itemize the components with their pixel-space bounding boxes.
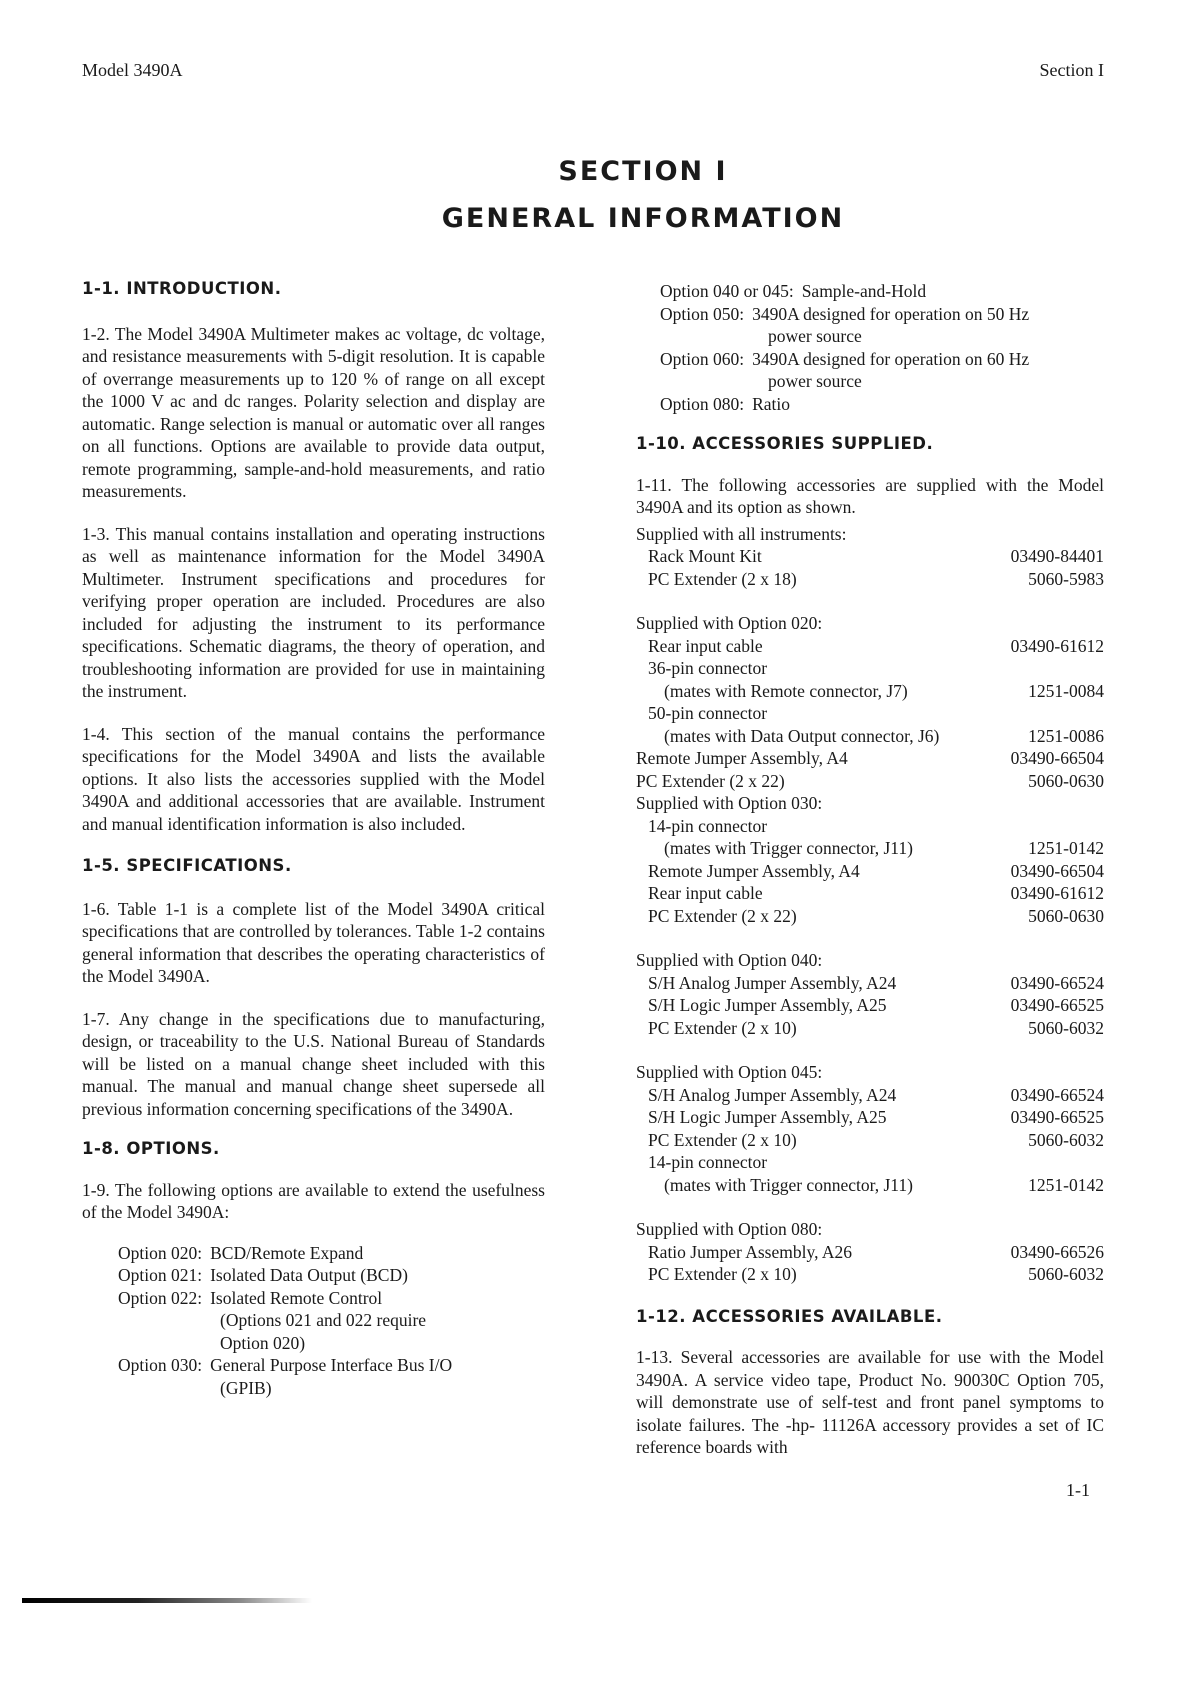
page-number: 1-1 (1066, 1480, 1090, 1500)
part-name: S/H Analog Jumper Assembly, A24 (648, 972, 897, 993)
part-number: 5060-6032 (1028, 1129, 1104, 1150)
paragraph-1-13: 1-13. Several accessories are available for use with the Model 3490A. A service video tape, Product No. 90030C Option 705, will demonstrate use of self-test and front panel symptoms to isolate failures. The -hp- 11126A accessory provides a set of IC reference boards with (636, 1347, 1104, 1457)
part-number: 5060-6032 (1028, 1017, 1104, 1038)
right-column (636, 280, 1104, 1459)
part-number: 5060-6032 (1028, 1264, 1104, 1284)
option-list-continued (636, 280, 1104, 415)
part-number: 1251-0142 (1028, 1174, 1104, 1195)
option-060-code: Option 060: (660, 348, 745, 369)
heading-options: 1-8. OPTIONS. (82, 1139, 220, 1158)
accessory-row (636, 882, 1104, 905)
option-050 (660, 303, 1104, 326)
accessory-row (636, 860, 1104, 883)
part-name: PC Extender (2 x 10) (648, 1129, 797, 1150)
accessory-row (636, 770, 1104, 793)
option-040-045 (660, 280, 1104, 303)
header-section: Section I (1039, 60, 1104, 80)
part-name: PC Extender (2 x 22) (648, 905, 797, 926)
group-title: Supplied with Option 020: (636, 613, 823, 633)
option-022-desc: Isolated Remote Control (210, 1287, 383, 1308)
part-name: 50-pin connector (648, 703, 768, 723)
section-subtitle: GENERAL INFORMATION (441, 203, 845, 234)
heading-accessories-supplied: 1-10. ACCESSORIES SUPPLIED. (636, 434, 934, 453)
accessory-row (636, 1129, 1104, 1152)
scan-artifact (22, 1598, 312, 1603)
accessory-row (636, 905, 1104, 928)
accessory-row (636, 815, 1104, 838)
left-column (82, 278, 545, 1399)
option-022-note-1: (Options 021 and 022 require (220, 1310, 427, 1330)
option-021-desc: Isolated Data Output (BCD) (210, 1265, 408, 1285)
part-number: 03490-66524 (1010, 1084, 1104, 1105)
option-080-desc: Ratio (752, 393, 791, 414)
option-020-code: Option 020: (118, 1242, 203, 1263)
accessory-group-020 (636, 612, 1104, 792)
part-name: Ratio Jumper Assembly, A26 (648, 1241, 853, 1262)
part-number: 03490-61612 (1010, 883, 1104, 903)
part-number: 03490-61612 (1010, 635, 1104, 656)
part-name: (mates with Trigger connector, J11) (664, 838, 913, 858)
accessory-row (636, 702, 1104, 725)
paragraph-1-4: 1-4. This section of the manual contains the performance specifications for the Model 3490A and lists the available options. It also lists the accessories supplied with the Model 3490A and additional accessories that are available. Instrument and manual identification information is also included. (82, 723, 545, 834)
accessory-row (636, 1017, 1104, 1040)
accessory-row (636, 1106, 1104, 1129)
part-number: 03490-66526 (1010, 1241, 1104, 1262)
part-name: 14-pin connector (648, 1152, 768, 1172)
option-080-code: Option 080: (660, 393, 745, 414)
accessory-row (636, 657, 1104, 680)
paragraph-1-9: 1-9. The following options are available to extend the usefulness of the Model 3490A: (82, 1179, 545, 1222)
part-name: PC Extender (2 x 10) (648, 1017, 797, 1038)
accessory-row (636, 837, 1104, 860)
accessory-row (636, 568, 1104, 591)
part-name: PC Extender (2 x 10) (648, 1264, 797, 1284)
accessory-row (636, 1263, 1104, 1286)
part-number: 1251-0084 (1028, 680, 1104, 701)
part-number: 03490-66525 (1010, 1107, 1104, 1127)
paragraph-1-2: 1-2. The Model 3490A Multimeter makes ac voltage, dc voltage, and resistance measurements with 5-digit resolution. It is capable of overrange measurements up to 120 % of range on all except the 1000 V ac and dc ranges. Polarity selection and display are automatic. Range selection is manual or automatic over all ranges on all functions. Options are available to provide data output, remote programming, sample-and-hold measurements, and ratio measurements. (82, 323, 545, 501)
option-060-note: power source (768, 371, 862, 391)
group-title: Supplied with Option 040: (636, 950, 823, 970)
option-021 (118, 1264, 545, 1287)
accessory-group-all (636, 523, 1104, 591)
accessory-row (636, 725, 1104, 748)
option-022-note-2: Option 020) (220, 1332, 306, 1353)
option-040-desc: Sample-and-Hold (801, 281, 927, 301)
option-050-note: power source (768, 326, 862, 346)
accessory-row (636, 747, 1104, 770)
accessory-row (636, 972, 1104, 995)
accessory-row (636, 1151, 1104, 1174)
part-number: 03490-66525 (1010, 995, 1104, 1015)
accessory-row (636, 994, 1104, 1017)
option-030-code: Option 030: (118, 1355, 203, 1375)
part-number: 1251-0142 (1028, 838, 1104, 858)
part-name: Rack Mount Kit (648, 546, 762, 566)
part-name: (mates with Trigger connector, J11) (664, 1174, 913, 1195)
option-020-desc: BCD/Remote Expand (210, 1242, 364, 1263)
part-name: S/H Logic Jumper Assembly, A25 (648, 995, 887, 1015)
paragraph-1-3: 1-3. This manual contains installation and operating instructions as well as maintenance information for the Model 3490A Multimeter. Instrument specifications and procedures for verifying proper operation are included. Procedures are also included for adjusting the instrument to its performance specifications. Schematic diagrams, the theory of operation, and troubleshooting information are provided for use in maintaining the instrument. (82, 523, 545, 701)
heading-introduction: 1-1. INTRODUCTION. (82, 279, 282, 298)
option-030 (118, 1354, 545, 1377)
option-050-desc: 3490A designed for operation on 50 Hz (752, 303, 1030, 324)
part-number: 5060-0630 (1028, 770, 1104, 791)
option-060-desc: 3490A designed for operation on 60 Hz (752, 348, 1030, 369)
option-list (82, 1242, 545, 1400)
option-030-desc: General Purpose Interface Bus I/O (210, 1355, 453, 1375)
group-title: Supplied with Option 080: (636, 1219, 823, 1239)
paragraph-1-7: 1-7. Any change in the specifications due to manufacturing, design, or traceability to the U.S. National Bureau of Standards will be listed on a manual change sheet included with this manual. The manual and manual change sheet supersede all previous information concerning specifications of the 3490A. (82, 1008, 545, 1119)
option-060 (660, 348, 1104, 371)
accessory-row (636, 680, 1104, 703)
header-model: Model 3490A (82, 60, 183, 80)
part-name: Remote Jumper Assembly, A4 (636, 748, 848, 768)
part-name: Rear input cable (648, 635, 763, 656)
accessory-row (636, 1174, 1104, 1197)
part-number: 03490-66504 (1010, 748, 1104, 768)
group-title: Supplied with Option 045: (636, 1062, 823, 1082)
accessory-group-030 (636, 792, 1104, 927)
accessory-row (636, 1241, 1104, 1264)
part-number: 03490-66524 (1010, 972, 1104, 993)
option-022 (118, 1287, 545, 1310)
part-name: 14-pin connector (648, 815, 768, 836)
accessory-row (636, 1084, 1104, 1107)
section-title: SECTION I (558, 156, 728, 187)
part-number: 03490-66504 (1010, 860, 1104, 881)
part-name: PC Extender (2 x 22) (636, 770, 785, 791)
accessory-group-040 (636, 949, 1104, 1039)
heading-specifications: 1-5. SPECIFICATIONS. (82, 856, 292, 875)
option-030-note: (GPIB) (220, 1377, 272, 1398)
accessory-row (636, 635, 1104, 658)
part-name: PC Extender (2 x 18) (648, 568, 797, 589)
accessory-row (636, 545, 1104, 568)
part-name: (mates with Remote connector, J7) (664, 680, 908, 701)
option-021-code: Option 021: (118, 1265, 203, 1285)
part-name: Rear input cable (648, 883, 763, 903)
accessory-group-045 (636, 1061, 1104, 1196)
paragraph-1-6: 1-6. Table 1-1 is a complete list of the Model 3490A critical specifications that are controlled by tolerances. Table 1-2 contains general information that describes the operating characteristics of the Model 3490A. (82, 898, 545, 986)
part-number: 03490-84401 (1010, 546, 1104, 566)
option-020 (118, 1242, 545, 1265)
heading-accessories-available: 1-12. ACCESSORIES AVAILABLE. (636, 1306, 943, 1326)
part-number: 1251-0086 (1028, 725, 1104, 746)
accessory-group-080 (636, 1218, 1104, 1286)
paragraph-1-11: 1-11. The following accessories are supplied with the Model 3490A and its option as shown. (636, 474, 1104, 517)
part-name: 36-pin connector (648, 658, 768, 678)
group-title: Supplied with all instruments: (636, 523, 847, 544)
part-number: 5060-0630 (1028, 905, 1104, 926)
group-title: Supplied with Option 030: (636, 793, 823, 813)
part-number: 5060-5983 (1028, 568, 1104, 589)
option-050-code: Option 050: (660, 303, 745, 324)
option-080 (660, 393, 1104, 416)
option-022-code: Option 022: (118, 1287, 203, 1308)
part-name: (mates with Data Output connector, J6) (664, 725, 940, 746)
part-name: S/H Logic Jumper Assembly, A25 (648, 1107, 887, 1127)
option-040-code: Option 040 or 045: (660, 281, 794, 301)
part-name: Remote Jumper Assembly, A4 (648, 860, 860, 881)
part-name: S/H Analog Jumper Assembly, A24 (648, 1084, 897, 1105)
